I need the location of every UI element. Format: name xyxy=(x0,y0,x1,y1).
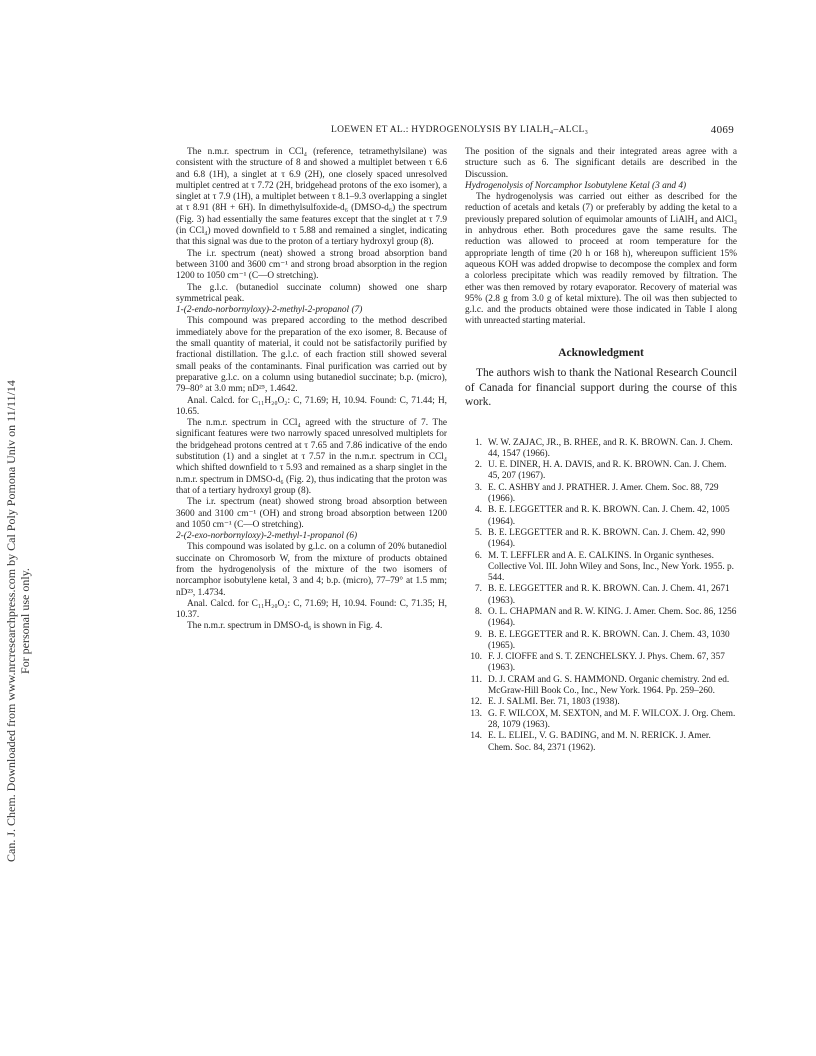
reference-item xyxy=(465,709,737,732)
running-header xyxy=(176,125,736,139)
reference-item xyxy=(465,630,737,653)
paragraph: The position of the signals and their integrated areas agree with a structure such as 6. The significant details are described in the Discussion. xyxy=(465,147,737,180)
paragraph: The i.r. spectrum (neat) showed a strong broad absorption band between 3100 and 3600 cm⁻¹ and strong broad absorption in the region 1200 to 1050 cm⁻¹ (C—O stretching). xyxy=(176,248,447,282)
acknowledgment-text: The authors wish to thank the National Research Council of Canada for financial support during the course of this work. xyxy=(465,367,737,409)
reference-list xyxy=(465,438,737,754)
reference-text: B. E. LEGGETTER and R. K. BROWN. Can. J. Chem. 42, 1005 (1964). xyxy=(488,505,730,527)
reference-text: F. J. CIOFFE and S. T. ZENCHELSKY. J. Phys. Chem. 67, 357 (1963). xyxy=(488,652,725,674)
reference-text: E. J. SALMI. Ber. 71, 1803 (1938). xyxy=(488,697,620,708)
reference-number: 3. xyxy=(475,482,482,493)
reference-text: E. L. ELIEL, V. G. BADING, and M. N. RERICK. J. Amer. Chem. Soc. 84, 2371 (1962). xyxy=(488,731,711,753)
download-watermark xyxy=(4,380,32,862)
reference-number: 12. xyxy=(470,697,482,708)
left-column xyxy=(176,147,447,633)
reference-text: D. J. CRAM and G. S. HAMMOND. Organic chemistry. 2nd ed. McGraw-Hill Book Co., Inc., New York. 1964. Pp. 259–260. xyxy=(488,674,730,697)
section-heading: Hydrogenolysis of Norcamphor Isobutylene Ketal (3 and 4) xyxy=(465,180,687,191)
reference-number: 6. xyxy=(475,550,482,561)
reference-number: 8. xyxy=(475,607,482,617)
reference-number: 2. xyxy=(475,460,482,471)
paragraph: The n.m.r. spectrum in CCl₄ (reference, tetramethylsilane) was consistent with the structure of 8 and showed a multiplet between τ 6.6 and 6.8 (1H), a singlet at τ 6.9 (2H), one closely spaced unresolved multiplet centred at τ 7.72 (2H, bridgehead protons of the exo isomer), a singlet at τ 7.9 (1H), a multiplet between τ 8.1–9.3 overlapping a singlet at τ 8.91 (8H + 6H). In dimethylsulfoxide-d₆ (DMSO-d₆) the spectrum (Fig. 3) had essentially the same features except that the singlet at τ 7.9 (in CCl₄) moved downfield to τ 5.88 and remained a singlet, indicating that this signal was due to the proton of a tertiary hydroxyl group (8). xyxy=(176,147,447,248)
reference-text: B. E. LEGGETTER and R. K. BROWN. Can. J. Chem. 41, 2671 (1963). xyxy=(488,584,730,606)
reference-item xyxy=(465,505,737,528)
reference-number: 10. xyxy=(470,652,482,663)
paragraph: Anal. Calcd. for C₁₁H₂₀O₂: C, 71.69; H, 10.94. Found: C, 71.35; H, 10.37. xyxy=(176,598,447,621)
running-title: LOEWEN ET AL.: HYDROGENOLYSIS BY LIALH₄–ALCL₃ xyxy=(331,125,589,135)
reference-item xyxy=(465,697,737,708)
right-column xyxy=(465,147,737,754)
reference-number: 14. xyxy=(470,731,482,742)
reference-number: 13. xyxy=(470,708,482,719)
watermark-line-1: Can. J. Chem. Downloaded from www.nrcresearchpress.com by Cal Poly Pomona Univ on 11/11/14 xyxy=(4,380,18,862)
reference-number: 7. xyxy=(475,584,482,595)
reference-item xyxy=(465,731,737,754)
reference-text: G. F. WILCOX, M. SEXTON, and M. F. WILCOX. J. Org. Chem. 28, 1079 (1963). xyxy=(488,708,736,730)
paragraph: Anal. Calcd. for C₁₁H₂₀O₂: C, 71.69; H, 10.94. Found: C, 71.44; H, 10.65. xyxy=(176,395,447,417)
reference-item xyxy=(465,460,737,483)
section-heading: 1-(2-endo-norbornyloxy)-2-methyl-2-propanol (7) xyxy=(176,305,363,316)
paragraph: The g.l.c. (butanediol succinate column) showed one sharp symmetrical peak. xyxy=(176,282,447,304)
reference-text: M. T. LEFFLER and A. E. CALKINS. In Organic syntheses. Collective Vol. III. John Wiley and Sons, Inc., New York. 1955. p. 544. xyxy=(488,550,734,584)
reference-text: B. E. LEGGETTER and R. K. BROWN. Can. J. Chem. 43, 1030 (1965). xyxy=(488,629,730,651)
paragraph: The n.m.r. spectrum in DMSO-d₆ is shown in Fig. 4. xyxy=(187,621,383,632)
reference-item xyxy=(465,584,737,607)
reference-number: 9. xyxy=(475,629,482,640)
paragraph: This compound was prepared according to the method described immediately above for the preparation of the exo isomer, 8. Because of the small quantity of material, it could not be satisfactorily purified by fractional distillation. The g.l.c. of each fraction still showed several small peaks of the contaminants. Final purification was carried out by preparative g.l.c. on a column using butanediol succinate; b.p. (micro), 79–80° at 3.0 mm; nD²⁵, 1.4642. xyxy=(176,316,447,395)
reference-number: 11. xyxy=(470,674,482,685)
paragraph: The i.r. spectrum (neat) showed strong broad absorption between 3600 and 3100 cm⁻¹ (OH) and strong broad absorption between 1200 and 1050 cm⁻¹ (C—O stretching). xyxy=(176,497,447,530)
reference-number: 4. xyxy=(475,505,482,516)
reference-item xyxy=(465,528,737,551)
reference-text: E. C. ASHBY and J. PRATHER. J. Amer. Chem. Soc. 88, 729 (1966). xyxy=(488,482,719,505)
reference-number: 1. xyxy=(475,437,482,448)
reference-item xyxy=(465,551,737,585)
paragraph: The hydrogenolysis was carried out either as described for the reduction of acetals and ketals (7) or preferably by adding the ketal to a previously prepared solution of equimolar amounts of LiAlH₄ and AlCl₃ in anhydrous ether. Both procedures gave the same results. The reduction was allowed to proceed at room temperature for the appropriate length of time (20 h or 168 h), whereupon sufficient 15% aqueous KOH was added dropwise to decompose the complex and form a colorless precipitate which was readily removed by filtration. The ether was then removed by rotary evaporator. Recovery of material was 95% (2.8 g from 3.0 g of ketal mixture). The oil was then subjected to g.l.c. and the products obtained were those indicated in Table I along with unreacted starting material. xyxy=(465,192,737,327)
reference-text: W. W. ZAJAC, JR., B. RHEE, and R. K. BROWN. Can. J. Chem. 44, 1547 (1966). xyxy=(488,437,733,459)
reference-item xyxy=(465,652,737,675)
page-number: 4069 xyxy=(710,124,734,136)
watermark-line-2: For personal use only. xyxy=(18,568,32,674)
paragraph: This compound was isolated by g.l.c. on a column of 20% butanediol succinate on Chromosorb W, from the mixture of products obtained from the hydrogenolysis of the mixture of the two isomers of norcamphor isobutylene ketal, 3 and 4; b.p. (micro), 77–79° at 1.5 mm; nD²³, 1.4734. xyxy=(176,542,447,598)
reference-text: O. L. CHAPMAN and R. W. KING. J. Amer. Chem. Soc. 86, 1256 (1964). xyxy=(488,607,737,629)
reference-text: U. E. DINER, H. A. DAVIS, and R. K. BROWN. Can. J. Chem. 45, 207 (1967). xyxy=(488,460,727,482)
reference-item xyxy=(465,675,737,698)
acknowledgment-heading: Acknowledgment xyxy=(558,346,644,359)
section-heading: 2-(2-exo-norbornyloxy)-2-methyl-1-propanol (6) xyxy=(176,531,358,542)
reference-item xyxy=(465,483,737,506)
reference-number: 5. xyxy=(475,527,482,538)
paragraph: The n.m.r. spectrum in CCl₄ agreed with the structure of 7. The significant features were two narrowly spaced unresolved multiplets for the bridgehead protons centred at τ 7.65 and 7.86 indicative of the endo substitution (1) and a singlet at τ 7.57 in the n.m.r. spectrum in CCl₄ which shifted downfield to τ 5.93 and remained as a sharp singlet in the n.m.r. spectrum in DMSO-d₆ (Fig. 2), thus indicating that the proton was that of a tertiary hydroxyl group (8). xyxy=(176,418,447,496)
reference-item xyxy=(465,607,737,630)
reference-text: B. E. LEGGETTER and R. K. BROWN. Can. J. Chem. 42, 990 (1964). xyxy=(488,527,726,550)
reference-item xyxy=(465,438,737,461)
